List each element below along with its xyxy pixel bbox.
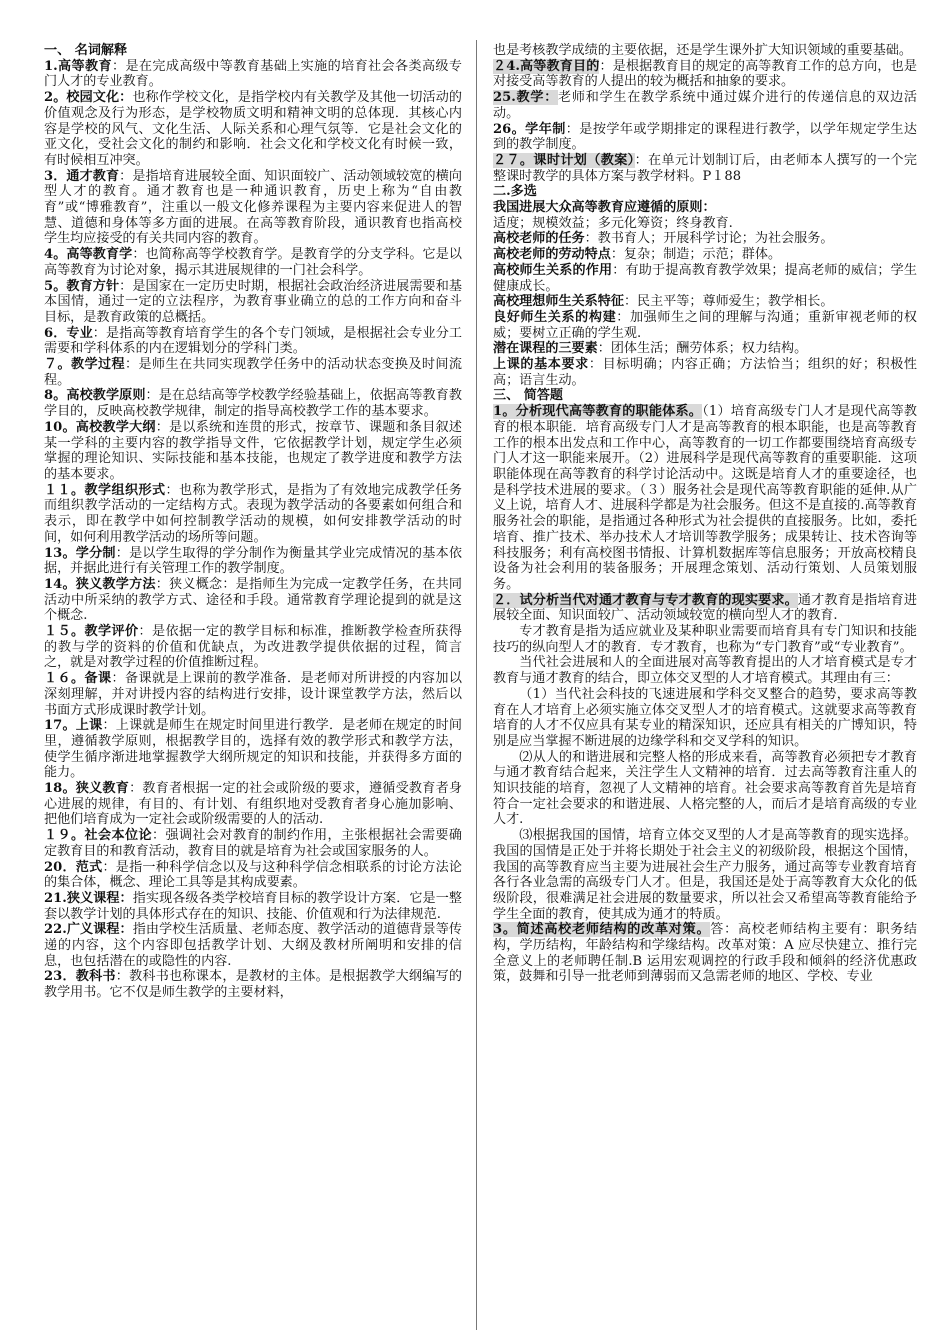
term-label: １１。教学组织形式 (44, 482, 166, 498)
left-paragraph (44, 546, 462, 577)
left-paragraph (44, 59, 462, 90)
definition-text: （1）培育高级专门人才是现代高等教育的根本职能．培育高级专门人才是高等教育的根本职能，也是高等教育工作的根本出发点和工作中心，高等教育的一切工作都要围绕培育高级专门人才这一职能来展开。（2）进展科学是现代高等教育的重要职能．这项职能体现在高等教育的科学讨论活动中。这既是培育人才的重要途径，也是科学技术进展的要求。（３）服务社会是现代高等教育职能的延伸.从广义上说，培育人才、进展科学都是为社会服务。但这不是直接的.高等教育服务社会的职能，是指通过各种形式为社会提供的直接服务。比如，委托培育、推广技术、举办技术人才培训等教学服务；成果转让、技术咨询等科技服务；利有高校图书情报、计算机数据库等信息服务；开放高校精良设备为社会利用的装备服务；开展理念策划、活动行策划、人员策划服务。 (493, 404, 917, 592)
term-label: 8。高校教学原则 (44, 388, 146, 404)
section-heading (44, 43, 462, 59)
definition-text: 通才教育是指培育进展较全面、知识面较广、活动领域较宽的横向型人才的教育. (493, 592, 918, 624)
term-label: 我国进展大众高等教育应遵循的原则： (493, 200, 716, 216)
left-paragraph (44, 420, 462, 483)
term-label: １５。教学评价 (44, 624, 139, 640)
term-label: 13。学分制 (44, 545, 116, 561)
left-column (44, 43, 462, 1001)
right-paragraph (493, 216, 917, 232)
left-paragraph (44, 388, 462, 419)
definition-text: ：是以学生取得的学分制作为衡量其学业完成情况的基本依据，并据此进行有关管理工作的教学制度。 (44, 545, 462, 577)
right-column (493, 43, 917, 985)
right-paragraph (493, 263, 917, 294)
term-label: １９。社会本位论 (44, 828, 152, 844)
left-paragraph (44, 279, 462, 326)
right-paragraph (493, 122, 917, 153)
term-label: 25.教学： (493, 90, 559, 106)
definition-text: ：是国家在一定历史时期，根据社会政治经济进展需要和基本国情，通过一定的立法程序，为教育事业确立的总的工作方向和奋斗目标，是教育政策的总概括。 (44, 278, 462, 325)
term-label: 1。分析现代高等教育的职能体系。 (493, 404, 703, 420)
left-paragraph (44, 357, 462, 388)
term-label: 22.广义课程： (44, 922, 133, 938)
definition-text: 老师和学生在教学系统中通过媒介进行的传递信息的双边活动。 (493, 90, 918, 121)
right-paragraph (493, 247, 917, 263)
definition-text: ：复杂；制造；示范；群体。 (610, 247, 782, 263)
definition-text: ：也简称高等学校教育学。是教育学的分支学科。它是以高等教育为讨论对象，揭示其进展规律的一门社会科学。 (44, 247, 462, 278)
left-paragraph (44, 781, 462, 828)
definition-text: ⑶根据我国的国情，培育立体交叉型的人才是高等教育的现实选择。我国的国情是正处于并将长期处于社会主义的初级阶段，根据这个国情，我国的高等教育应当主要为进展社会生产力服务，通过高等专业教育培育各行各业急需的高级专门人才。但是，我国还是处于高等教育大众化的低级阶段，很难满足社会进展的数量要求，所以社会又希望高等教育能给予学生全面的教育，使其成为通才的特质。 (493, 828, 917, 922)
definition-text: ：是在总结高等学校教学经验基础上，依据高等教育教学目的，反映高校教学规律，制定的指导高校教学工作的基本要求。 (44, 388, 462, 420)
term-label: 4。高等教育学 (44, 247, 133, 263)
definition-text: ：是指高等教育培育学生的各个专门领域，是根据社会专业分工需要和学科体系的内在逻辑划分的学科门类。 (44, 325, 462, 357)
definition-text: ：是以系统和连贯的形式，按章节、课题和条目叙述某一学科的主要内容的教学指导文件，它依据教学计划，规定学生必须掌握的理论知识、实际技能和基本技能，也规定了教学进度和教学方法的基本要求。 (44, 419, 462, 482)
left-paragraph (44, 577, 462, 624)
term-label: 26。学年制 (493, 121, 566, 137)
right-paragraph (493, 310, 917, 341)
right-paragraph (493, 828, 917, 922)
right-paragraph (493, 655, 917, 686)
definition-text: 也是考核教学成绩的主要依据，还是学生课外扩大知识领域的重要基础。 (493, 43, 912, 58)
left-paragraph (44, 247, 462, 278)
term-label: 良好师生关系的构建 (493, 309, 617, 325)
definition-text: 专才教育是指为适应就业及某种职业需要而培育具有专门知识和技能技巧的纵向型人才的教育．专才教育，也称为“专门教育”或“专业教育”。 (493, 624, 917, 655)
term-label: 5。教育方针 (44, 278, 120, 294)
left-paragraph (44, 483, 462, 546)
definition-text: ：教书育人；开展科学讨论；为社会服务。 (584, 231, 834, 247)
definition-text: ：有助于提高教育教学效果；提高老师的威信；学生健康成长。 (493, 262, 918, 294)
right-paragraph (493, 153, 917, 184)
definition-text: ⑵从人的和谐进展和完整人格的形成来看，高等教育必须把专才教育与通才教育结合起来，关注学生人文精神的培育．过去高等教育注重人的知识技能的培育，忽视了人文精神的培育。社会要求高等教育首先是培育符合一定社会要求的和谐进展、人格完整的人，而后才是培育高级的专业人才. (493, 749, 917, 828)
definition-text: 答：高校老师结构主要有：职务结构，学历结构，年龄结构和学缘结构。改革对策：A 应尽快建立、推行完全意义上的老师聘任制.B 运用宏观调控的行政手段和倾斜的经济优惠政策，鼓舞和引导一批老师到薄弱而又急需老师的地区、学校、专业 (493, 922, 917, 985)
definition-text: ：民主平等；尊师爱生；教学相长。 (623, 294, 834, 310)
term-label: 一、 名词解释 (44, 43, 128, 58)
right-paragraph (493, 90, 917, 121)
definition-text: 适度；规模效益；多元化筹资；终身教育. (493, 215, 733, 231)
definition-text: 当代社会进展和人的全面进展对高等教育提出的人才培育模式是专才教育与通才教育的结合，即立体交叉型的人才培育模式。其理由有三： (493, 655, 917, 687)
definition-text: ：强调社会对教育的制约作用，主张根据社会需要确定教育目的和教育活动，教育目的就是培育为社会或国家服务的人。 (44, 828, 463, 859)
term-label: ２．试分析当代对通才教育与专才教育的现实要求。 (493, 592, 798, 608)
definition-text: ：是在完成高级中等教育基础上实施的培育社会各类高级专门人才的专业教育。 (44, 58, 463, 90)
definition-text: ：在单元计划制订后，由老师本人撰写的一个完整课时教学的具体方案与教学材料。P１88 (493, 152, 917, 184)
right-paragraph (493, 624, 917, 655)
right-paragraph (493, 341, 917, 357)
definition-text: ：教科书也称课本，是教材的主体。是根据教学大纲编写的教学用书。它不仅是师生教学的主要材料， (44, 969, 462, 1001)
term-label: 三、 简答题 (493, 388, 564, 404)
definition-text: ：狭义概念：是指师生为完成一定教学任务，在共同活动中所采纳的教学方式、途径和手段。通常教育学理论提到的就是这个概念. (44, 576, 462, 624)
definition-text: （1）当代社会科技的飞速进展和学科交叉整合的趋势，要求高等教育在人才培育上必须实施立体交叉型人才的培育模式。这就要求高等教育培育的人才不仅应具有某专业的精深知识，还应具有相关的广博知识，特别是应当掌握不断进展的边缘学科和交叉学科的知识。 (493, 686, 917, 749)
right-paragraph (493, 687, 917, 750)
term-label: 21.狭义课程： (44, 890, 133, 906)
right-paragraph (493, 357, 917, 388)
left-paragraph (44, 624, 462, 671)
term-label: 3．通才教育 (44, 168, 120, 184)
right-paragraph (493, 593, 917, 624)
term-label: 高校师生关系的作用 (493, 262, 613, 278)
definition-text: ：加强师生之间的理解与沟通；重新审视老师的权威；要树立正确的学生观. (493, 309, 918, 341)
definition-text: ：是依据一定的教学目标和标准，推断教学检查所获得的教与学的资料的价值和优缺点，为改进教学提供依据的过程，简言之，就是对教学过程的价值推断过程。 (44, 624, 463, 671)
term-label: 6．专业 (44, 325, 93, 341)
definition-text: ：备课就是上课前的教学准备．是老师对所讲授的内容加以深刻理解，并对讲授内容的结构进行安排，设计课堂教学方法，然后以书面方式形成课时教学计划。 (44, 671, 462, 718)
term-label: ２4.高等教育目的 (493, 58, 600, 74)
term-label: 18。狭义教育 (44, 781, 130, 797)
left-paragraph (44, 860, 462, 891)
definition-text: 指实现各级各类学校培育目标的教学设计方案．它是一整套以教学计划的具体形式存在的知识、技能、价值观和行为法律规范. (44, 890, 463, 922)
left-paragraph (44, 671, 462, 718)
section-heading (493, 388, 917, 404)
term-label: １６。备课 (44, 671, 112, 687)
definition-text: ：是指一种科学信念以及与这种科学信念相联系的讨论方法论的集合体，概念、理论工具等是其构成要素。 (44, 859, 462, 891)
left-paragraph (44, 828, 462, 859)
definition-text: ：团体生活；酬劳体系；权力结构。 (597, 341, 808, 357)
right-paragraph (493, 231, 917, 247)
term-label: 14。狭义教学方法 (44, 576, 156, 592)
term-label: 3。简述高校老师结构的改革对策。 (493, 922, 711, 938)
definition-text: ：也称为教学形式，是指为了有效地完成教学任务而组织教学活动的一定结构方式。表现为教学活动的各要素如何组合和表示，即在教学中如何控制教学活动的规模，如何安排教学活动的时间，如何利用教学活动的场所等问题。 (44, 482, 463, 545)
left-paragraph (44, 969, 462, 1000)
term-label: 2。校园文化： (44, 90, 133, 106)
term-label: 23．教科书 (44, 969, 116, 985)
term-label: 17。上课 (44, 718, 103, 734)
definition-text: ：是按学年或学期排定的课程进行教学，以学年规定学生达到的教学制度。 (493, 121, 917, 153)
right-paragraph (493, 43, 917, 59)
term-label: 上课的基本要求 (493, 357, 589, 373)
definition-text: ：教育者根据一定的社会或阶级的要求，遵循受教育者身心进展的规律，有目的、有计划、有组织地对受教育者身心施加影响、把他们培育成为一定社会或阶级需要的人的活动. (44, 781, 462, 828)
definition-text: 也称作学校文化，是指学校内有关教学及其他一切活动的价值观念及行为形态，是学校物质文明和精神文明的总体现．其核心内容是学校的风气、文化生活、人际关系和心理气氛等．它是社会文化的亚文化，受社会文化的制约和影响．社会文化和学校文化有时候一致，有时候相互冲突。 (44, 90, 462, 168)
definition-text: ：上课就是师生在规定时间里进行教学．是老师在规定的时间里，遵循教学原则，根据教学目的，选择有效的教学形式和教学方法，使学生循序渐进地掌握教学大纲所规定的知识和技能，并获得多方面的能力。 (44, 718, 462, 781)
left-paragraph (44, 922, 462, 969)
right-paragraph (493, 59, 917, 90)
term-label: 二.多选 (493, 184, 537, 200)
definition-text: ：是指培育进展较全面、知识面较广、活动领域较宽的横向型人才的教育。通才教育也是一种通识教育，历史上称为“自由教育”或“博雅教育”，注重以一般文化修养课程为主要内容来促进人的智慧、道德和身体等多方面的进展。在高等教育阶段，通识教育也指高校学生均应接受的有关共同内容的教育。 (44, 168, 462, 247)
definition-text: ：是根据教育目的规定的高等教育工作的总方向，也是对接受高等教育的人提出的较为概括和抽象的要求。 (493, 58, 917, 90)
term-label: 潜在课程的三要素 (493, 341, 598, 357)
term-label: 1.高等教育 (44, 58, 112, 74)
term-label: 高校老师的劳动特点 (493, 247, 611, 263)
right-paragraph (493, 404, 917, 592)
left-paragraph (44, 169, 462, 248)
term-label: 20．范式 (44, 859, 103, 875)
left-paragraph (44, 90, 462, 169)
left-paragraph (44, 718, 462, 781)
right-paragraph (493, 922, 917, 985)
definition-text: 指由学校生活质量、老师态度、教学活动的道德背景等传递的内容，这个内容即包括教学计划、大纲及教材所阐明和安排的信息，也包括潜在的或隐性的内容. (44, 922, 463, 969)
term-label: 10。高校教学大纲 (44, 419, 156, 435)
section-heading (493, 200, 917, 216)
term-label: 高校理想师生关系特征 (493, 294, 624, 310)
left-paragraph (44, 891, 462, 922)
definition-text: ：是师生在共同实现教学任务中的活动状态变换及时间流程。 (44, 357, 463, 388)
left-paragraph (44, 326, 462, 357)
column-divider (476, 40, 477, 1330)
definition-text: ：目标明确；内容正确；方法恰当；组织的好；积极性高；语言生动。 (493, 357, 918, 388)
term-label: ２７。课时计划（教案） (493, 152, 635, 168)
section-heading (493, 184, 917, 200)
term-label: 高校老师的任务 (493, 231, 585, 247)
term-label: ７。教学过程 (44, 357, 125, 373)
right-paragraph (493, 294, 917, 310)
right-paragraph (493, 750, 917, 829)
